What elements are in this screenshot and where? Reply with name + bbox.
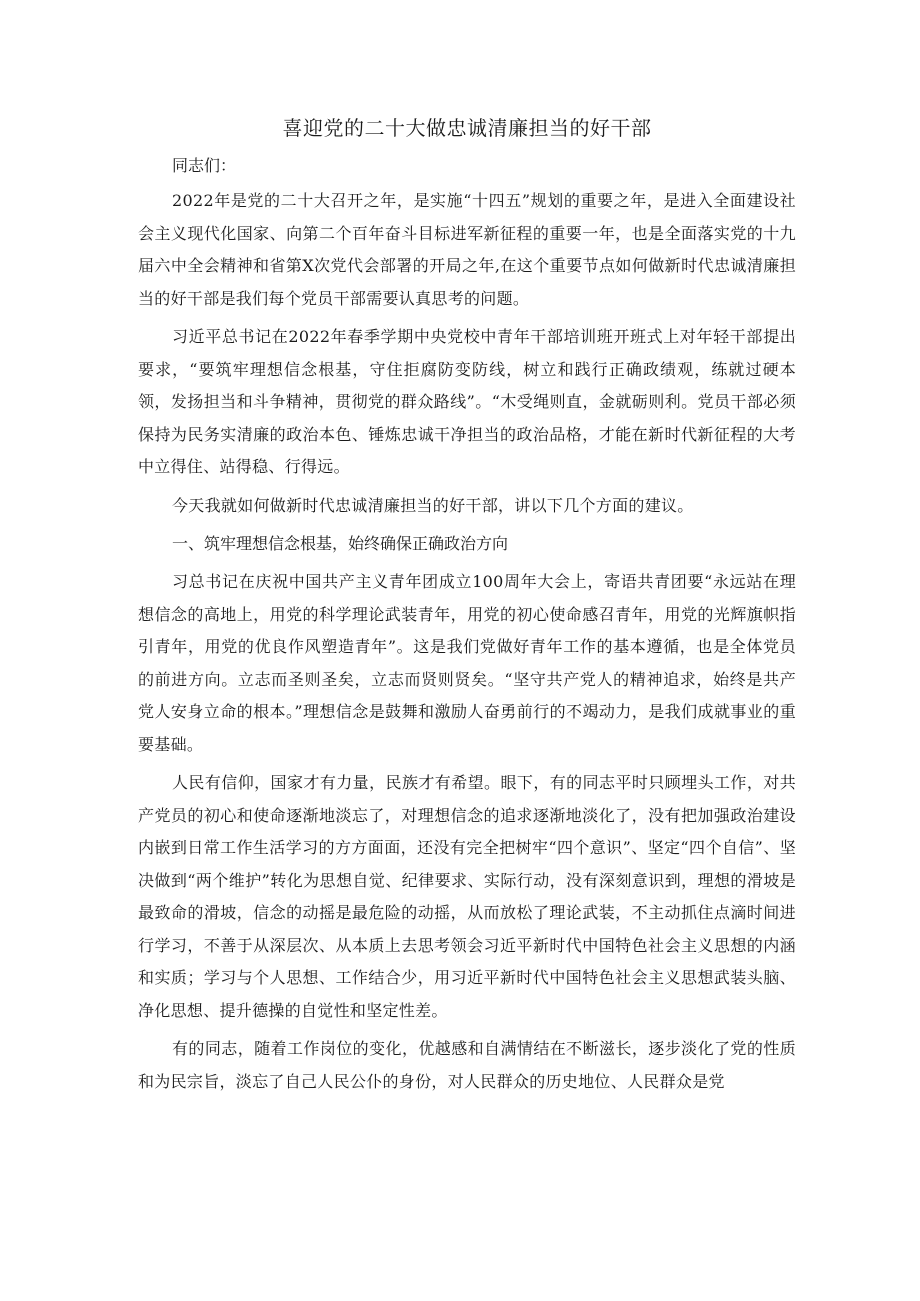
paragraph-section1-c: 有的同志，随着工作岗位的变化，优越感和自满情结在不断滋长，逐步淡化了党的性质和为民宗旨，淡忘了自己人民公仆的身份，对人民群众的历史地位、人民群众是党 [138, 1039, 796, 1091]
paragraph-intro: 2022年是党的二十大召开之年，是实施“十四五”规划的重要之年，是进入全面建设社会主义现代化国家、向第二个百年奋斗目标进军新征程的重要一年，也是全面落实党的十九届六中全会精神和省第X次党代会部署的开局之年,在这个重要节点如何做新时代忠诚清廉担当的好干部是我们每个党员干部需要认真思考的问题。 [138, 191, 796, 308]
salutation: 同志们： [172, 156, 237, 175]
paragraph-section1-a: 习总书记在庆祝中国共产主义青年团成立100周年大会上，寄语共青团要“永远站在理想信念的高地上，用党的科学理论武装青年，用党的初心使命感召青年，用党的光辉旗帜指引青年，用党的优良作风塑造青年”。这是我们党做好青年工作的基本遵循，也是全体党员的前进方向。立志而圣则圣矣，立志而贤则贤矣。“坚守共产党人的精神追求，始终是共产党人安身立命的根本。”理想信念是鼓舞和激励人奋勇前行的不竭动力，是我们成就事业的重要基础。 [138, 572, 796, 754]
section-heading-1: 一、筑牢理想信念根基，始终确保正确政治方向 [172, 534, 509, 553]
paragraph-requirements: 习近平总书记在2022年春季学期中央党校中青年干部培训班开班式上对年轻干部提出要求，“要筑牢理想信念根基，守住拒腐防变防线，树立和践行正确政绩观，练就过硬本领，发扬担当和斗争精神，贯彻党的群众路线”。“木受绳则直，金就砺则利。党员干部必须保持为民务实清廉的政治本色、锤炼忠诚干净担当的政治品格，才能在新时代新征程的大考中立得住、站得稳、行得远。 [138, 327, 796, 476]
paragraph-section1-b: 人民有信仰，国家才有力量，民族才有希望。眼下，有的同志平时只顾埋头工作，对共产党员的初心和使命逐渐地淡忘了，对理想信念的追求逐渐地淡化了，没有把加强政治建设内嵌到日常工作生活学习的方方面面，还没有完全把树牢“四个意识”、坚定“四个自信”、坚决做到“两个维护”转化为思想自觉、纪律要求、实际行动，没有深刻意识到，理想的滑坡是最致命的滑坡，信念的动摇是最危险的动摇，从而放松了理论武装，不主动抓住点滴时间进行学习，不善于从深层次、从本质上去思考领会习近平新时代中国特色社会主义思想的内涵和实质；学习与个人思想、工作结合少，用习近平新时代中国特色社会主义思想武装头脑、净化思想、提升德操的自觉性和坚定性差。 [138, 773, 796, 1020]
document-title: 喜迎党的二十大做忠诚清廉担当的好干部 [282, 116, 652, 140]
paragraph-transition: 今天我就如何做新时代忠诚清廉担当的好干部，讲以下几个方面的建议。 [172, 495, 694, 515]
document-page [138, 112, 796, 1104]
